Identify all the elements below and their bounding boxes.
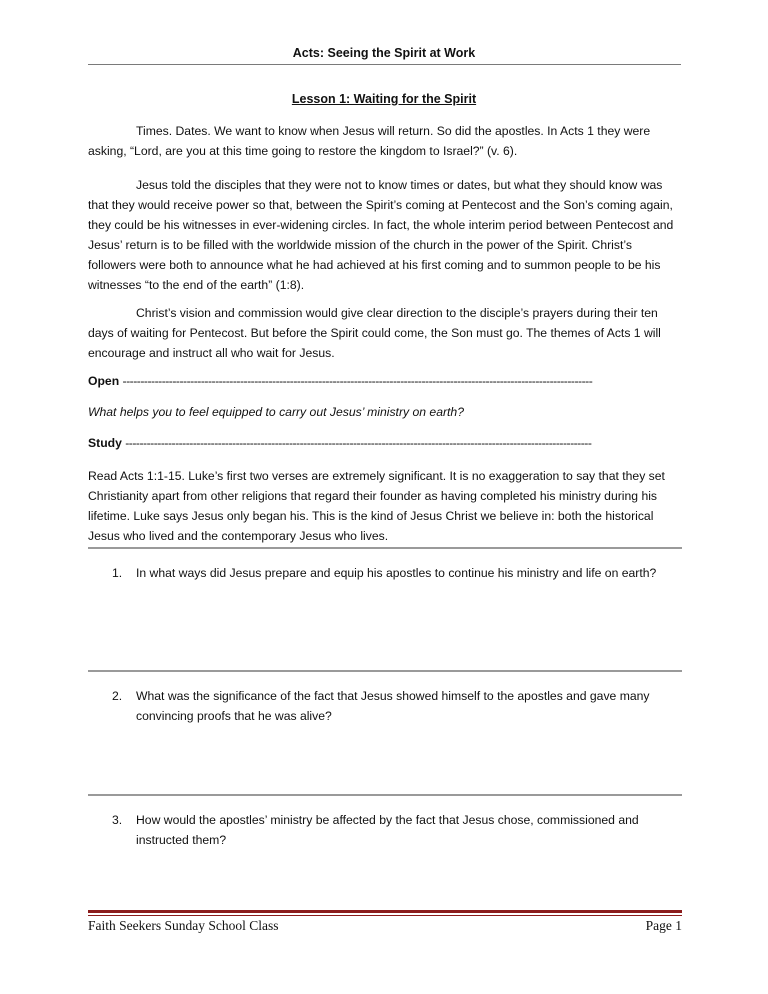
study-label: Study bbox=[88, 436, 122, 450]
paragraph-text: Jesus told the disciples that they were not to know times or dates, but what they should know was that they would receive power so that, between the Spirit’s coming at Pentecost and the Son’s coming again, they could be his witnesses in ever-widening circles. In fact, the whole interim period between Pentecost and Jesus’ return is to be filled with the worldwide mission of the church in the power of the Spirit. Christ’s followers were both to announce what he had achieved at his first coming and to summon people to be his witnesses “to the end of the earth” (1:8). bbox=[88, 178, 674, 292]
header-title: Acts: Seeing the Spirit at Work bbox=[292, 46, 476, 60]
open-question: What helps you to feel equipped to carry out Jesus’ ministry on earth? bbox=[88, 405, 464, 419]
question-text: What was the significance of the fact that Jesus showed himself to the apostles and gave many convincing proofs that he was alive? bbox=[136, 689, 650, 723]
footer-page-number: Page 1 bbox=[645, 918, 682, 933]
question-divider bbox=[88, 794, 682, 796]
paragraph-text: Times. Dates. We want to know when Jesus will return. So did the apostles. In Acts 1 they were asking, “Lord, are you at this time going to restore the kingdom to Israel?” (v. 6). bbox=[88, 124, 651, 158]
question-number: 2. bbox=[112, 689, 123, 703]
question-divider bbox=[88, 670, 682, 672]
study-dashes: ----------------------------------------------------------------------------------------------------------------------------------- bbox=[125, 436, 592, 450]
intro-paragraph-2 bbox=[88, 175, 682, 295]
lesson-title: Lesson 1: Waiting for the Spirit bbox=[291, 92, 477, 106]
open-section-heading bbox=[88, 374, 682, 388]
question-text: How would the apostles’ ministry be affected by the fact that Jesus chose, commissioned and instructed them? bbox=[136, 813, 639, 847]
question-divider bbox=[88, 547, 682, 549]
study-paragraph: Read Acts 1:1-15. Luke’s first two verses are extremely significant. It is no exaggeration to say that they set Christianity apart from other religions that regard their founder as having completed his ministry during his lifetime. Luke says Jesus only began his. This is the kind of Jesus Christ we believe in: both the historical Jesus who lived and the contemporary Jesus who lives. bbox=[88, 469, 665, 543]
question-text: In what ways did Jesus prepare and equip his apostles to continue his ministry and life on earth? bbox=[136, 566, 657, 580]
question-1 bbox=[112, 563, 682, 583]
header-divider bbox=[88, 64, 681, 65]
question-number: 3. bbox=[112, 813, 123, 827]
footer-divider-thick bbox=[88, 910, 682, 913]
question-number: 1. bbox=[112, 566, 123, 580]
page-footer bbox=[88, 918, 682, 934]
footer-divider-thin bbox=[88, 915, 682, 916]
intro-paragraph-1 bbox=[88, 121, 682, 161]
open-label: Open bbox=[88, 374, 120, 388]
open-dashes: ------------------------------------------------------------------------------------------------------------------------------------ bbox=[122, 374, 593, 388]
question-2 bbox=[112, 686, 682, 726]
intro-paragraph-3 bbox=[88, 303, 682, 363]
footer-class-name: Faith Seekers Sunday School Class bbox=[88, 918, 279, 933]
paragraph-text: Christ’s vision and commission would give clear direction to the disciple’s prayers during their ten days of waiting for Pentecost. But before the Spirit could come, the Son must go. The themes of Acts 1 will encourage and instruct all who wait for Jesus. bbox=[88, 306, 661, 360]
question-3 bbox=[112, 810, 682, 850]
study-section-heading bbox=[88, 436, 682, 450]
